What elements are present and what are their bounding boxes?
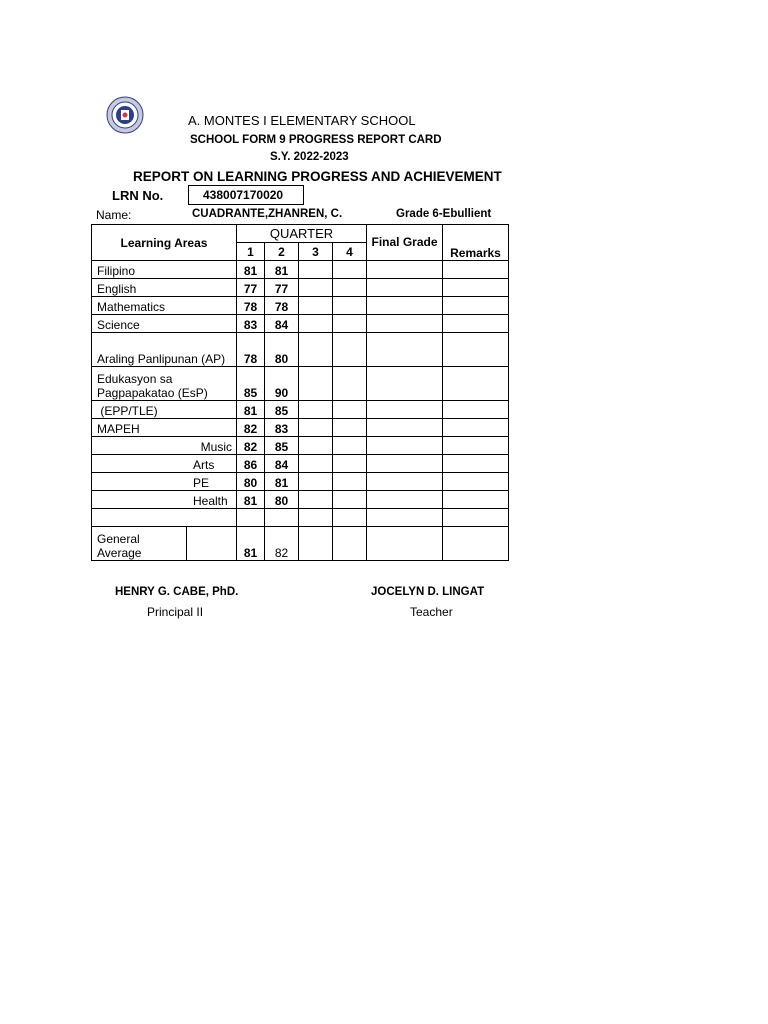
subject-label: Music [92, 437, 237, 455]
general-average-label: General Average [92, 527, 187, 561]
quarter-4-header: 4 [333, 243, 367, 261]
grade-q1: 82 [237, 419, 265, 437]
subject-label: Arts [92, 455, 237, 473]
grade-q2: 81 [265, 261, 299, 279]
subject-label: Health [92, 491, 237, 509]
table-row [92, 401, 509, 419]
final-grade-header: Final Grade [367, 225, 443, 261]
grade-q1: 85 [237, 367, 265, 401]
principal-title: Principal II [147, 605, 204, 619]
grade-q1: 78 [237, 297, 265, 315]
grade-q2: 84 [265, 315, 299, 333]
lrn-label: LRN No. [112, 188, 164, 203]
name-label: Name: [96, 208, 132, 222]
remarks-header: Remarks [443, 225, 509, 261]
table-row [92, 437, 509, 455]
table-row [92, 419, 509, 437]
general-average-q2: 82 [265, 527, 299, 561]
table-row [92, 455, 509, 473]
school-name: A. MONTES I ELEMENTARY SCHOOL [188, 113, 416, 128]
grade-q1: 81 [237, 261, 265, 279]
subject-label: Science [92, 315, 237, 333]
quarter-1-header: 1 [237, 243, 265, 261]
learning-areas-header: Learning Areas [92, 225, 237, 261]
grade-q1: 83 [237, 315, 265, 333]
teacher-title: Teacher [410, 605, 453, 619]
grade-q1: 86 [237, 455, 265, 473]
grade-q2: 77 [265, 279, 299, 297]
grade-q2: 84 [265, 455, 299, 473]
form-title: SCHOOL FORM 9 PROGRESS REPORT CARD [190, 134, 442, 146]
grade-q1: 77 [237, 279, 265, 297]
grade-q1: 81 [237, 491, 265, 509]
table-row [92, 297, 509, 315]
grades-table [91, 224, 509, 561]
table-row [92, 279, 509, 297]
subject-label: PE [92, 473, 237, 491]
table-row [92, 367, 509, 401]
grade-q1: 78 [237, 333, 265, 367]
principal-name: HENRY G. CABE, PhD. [115, 586, 239, 598]
report-title: REPORT ON LEARNING PROGRESS AND ACHIEVEMENT [133, 169, 502, 184]
student-name: CUADRANTE,ZHANREN, C. [192, 208, 343, 220]
lrn-value: 438007170020 [188, 185, 304, 205]
grade-q2: 85 [265, 437, 299, 455]
general-average-row [92, 527, 509, 561]
grade-q2: 80 [265, 491, 299, 509]
table-row [92, 473, 509, 491]
table-row [92, 333, 509, 367]
subject-label: Edukasyon sa Pagpapakatao (EsP) [92, 367, 237, 401]
subject-label: MAPEH [92, 419, 237, 437]
empty-row [92, 509, 509, 527]
quarter-3-header: 3 [299, 243, 333, 261]
subject-label: English [92, 279, 237, 297]
table-row [92, 261, 509, 279]
grade-q1: 82 [237, 437, 265, 455]
grade-q2: 80 [265, 333, 299, 367]
general-average-q1: 81 [237, 527, 265, 561]
grade-section: Grade 6-Ebullient [396, 208, 492, 220]
teacher-name: JOCELYN D. LINGAT [371, 586, 485, 598]
subject-label: Mathematics [92, 297, 237, 315]
grade-q2: 85 [265, 401, 299, 419]
quarter-header: QUARTER [237, 225, 367, 243]
grade-q2: 83 [265, 419, 299, 437]
grade-q1: 81 [237, 401, 265, 419]
grade-q2: 90 [265, 367, 299, 401]
school-year: S.Y. 2022-2023 [270, 151, 349, 163]
grade-q2: 81 [265, 473, 299, 491]
deped-seal-icon [106, 96, 144, 134]
grade-q2: 78 [265, 297, 299, 315]
quarter-2-header: 2 [265, 243, 299, 261]
grade-q1: 80 [237, 473, 265, 491]
table-row [92, 491, 509, 509]
table-row [92, 315, 509, 333]
subject-label: (EPP/TLE) [92, 401, 237, 419]
subject-label: Araling Panlipunan (AP) [92, 333, 237, 367]
subject-label: Filipino [92, 261, 237, 279]
